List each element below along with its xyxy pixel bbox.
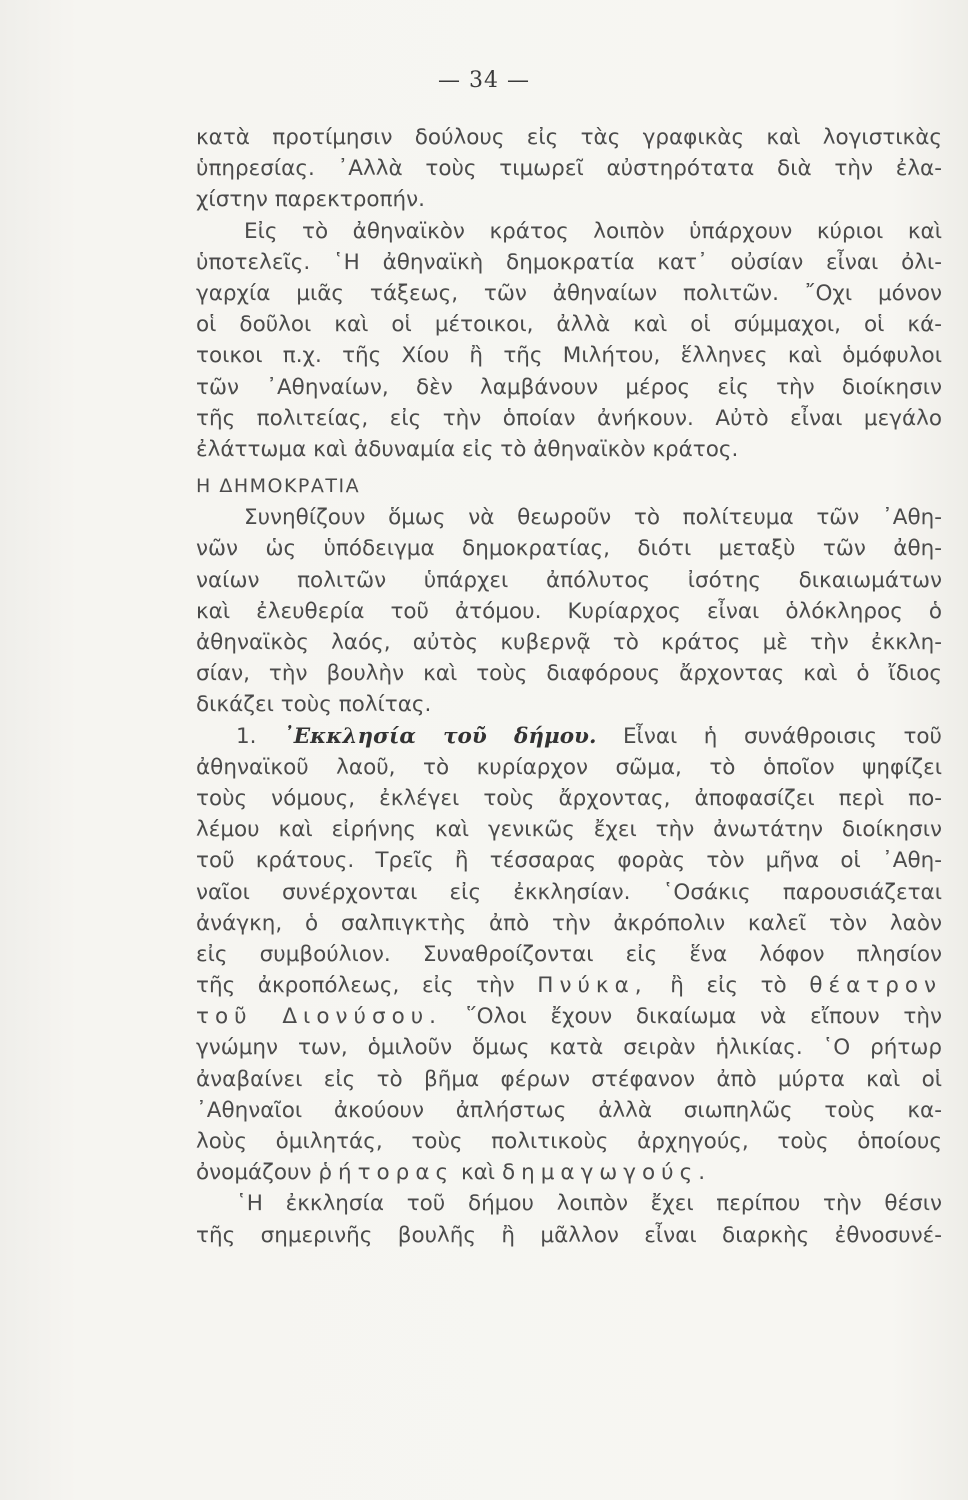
text-line: χίστην παρεκτροπήν. — [196, 187, 425, 213]
text-line: σίαν, τὴν βουλὴν καὶ τοὺς διαφόρους ἄρχοντας καὶ ὁ ἴδιος — [196, 661, 942, 687]
text-line: ὑπηρεσίας. ᾿Αλλὰ τοὺς τιμωρεῖ αὐστηρότατα διὰ τὴν ἐλα- — [196, 156, 942, 182]
text-line: ἀθηναϊκοῦ λαοῦ, τὸ κυρίαρχον σῶμα, τὸ ὁποῖον ψηφίζει — [196, 754, 942, 780]
text-line: δικάζει τοὺς πολίτας. — [196, 692, 432, 718]
text-line: τῆς σημερινῆς βουλῆς ἢ μᾶλλον εἶναι διαρκὴς ἐθνοσυνέ- — [196, 1222, 942, 1248]
text-line: λέμου καὶ εἰρήνης καὶ γενικῶς ἔχει τὴν ἀνωτάτην διοίκησιν — [196, 817, 942, 843]
text-line: γνώμην των, ὁμιλοῦν ὅμως κατὰ σειρὰν ἡλικίας. ῾Ο ρήτωρ — [196, 1035, 942, 1061]
text-line — [196, 1001, 942, 1032]
text-line: τῶν ᾿Αθηναίων, δὲν λαμβάνουν μέρος εἰς τὴν διοίκησιν — [196, 374, 942, 400]
numbered-line — [196, 721, 942, 752]
text-line: γαρχία μιᾶς τάξεως, τῶν ἀθηναίων πολιτῶν. ῎Οχι μόνον — [196, 280, 942, 306]
text-line: ναῖοι συνέρχονται εἰς ἐκκλησίαν. ῾Οσάκις παρουσιάζεται — [196, 879, 942, 905]
text-line: τοικοι π.χ. τῆς Χίου ἢ τῆς Μιλήτου, ἕλληνες καὶ ὁμόφυλοι — [196, 343, 942, 369]
item-number: 1. — [236, 723, 257, 749]
text-fragment: ὀνομάζουν — [196, 1160, 312, 1186]
text-line: νῶν ὡς ὑπόδειγμα δημοκρατίας, διότι μεταξὺ τῶν ἀθη- — [196, 536, 942, 562]
spaced-term: ῥήτορας — [318, 1160, 455, 1186]
text-fragment: ἢ εἰς τὸ — [670, 973, 787, 999]
text-line: κατὰ προτίμησιν δούλους εἰς τὰς γραφικὰς καὶ λογιστικὰς — [196, 125, 942, 150]
text-fragment: καὶ — [460, 1160, 496, 1186]
section-heading: Η ΔΗΜΟΚΡΑΤΙΑ — [196, 475, 361, 498]
text-line: ᾿Αθηναῖοι ἀκούουν ἀπλήστως ἀλλὰ σιωπηλῶς τοὺς κα- — [196, 1097, 942, 1123]
text-line: τοὺς νόμους, ἐκλέγει τοὺς ἄρχοντας, ἀποφασίζει περὶ πο- — [196, 785, 942, 811]
spaced-term: δημαγωγούς. — [501, 1160, 712, 1186]
text-line: τῆς πολιτείας, εἰς τὴν ὁποίαν ἀνήκουν. Αὐτὸ εἶναι μεγάλο — [196, 405, 942, 431]
spaced-term: τοῦ Διονύσου. — [196, 1004, 442, 1030]
text-line: ἀθηναϊκὸς λαός, αὐτὸς κυβερνᾷ τὸ κράτος μὲ τὴν ἐκκλη- — [196, 630, 942, 655]
text-line: ῾Η ἐκκλησία τοῦ δήμου λοιπὸν ἔχει περίπου τὴν θέσιν — [236, 1191, 942, 1217]
text-line: ἀνάγκη, ὁ σαλπιγκτὴς ἀπὸ τὴν ἀκρόπολιν καλεῖ τὸν λαὸν — [196, 910, 942, 936]
text-line: λοὺς ὁμιλητάς, τοὺς πολιτικοὺς ἀρχηγούς, τοὺς ὁποίους — [196, 1129, 942, 1154]
text-line: οἱ δοῦλοι καὶ οἱ μέτοικοι, ἀλλὰ καὶ οἱ σύμμαχοι, οἱ κά- — [196, 312, 942, 338]
text-fragment: Εἶναι ἡ συνάθροισις τοῦ — [622, 723, 943, 749]
text-fragment: τῆς ἀκροπόλεως, εἰς τὴν — [196, 973, 515, 999]
spaced-term: θέατρον — [809, 973, 943, 999]
body-text — [196, 122, 942, 1251]
text-line: εἰς συμβούλιον. Συναθροίζονται εἰς ἕνα λόφον πλησίον — [196, 941, 942, 967]
text-line: ἀναβαίνει εἰς τὸ βῆμα φέρων στέφανον ἀπὸ μύρτα καὶ οἱ — [196, 1066, 942, 1092]
text-line: καὶ ἐλευθερία τοῦ ἀτόμου. Κυρίαρχος εἶναι ὁλόκληρος ὁ — [196, 598, 942, 624]
text-line: ὑποτελεῖς. ῾Η ἀθηναϊκὴ δημοκρατία κατ᾿ οὐσίαν εἶναι ὀλι- — [196, 249, 942, 275]
page-number: — 34 — — [438, 68, 530, 93]
text-line — [196, 1157, 942, 1188]
text-fragment: ῞Ολοι ἔχουν δικαίωμα νὰ εἴπουν τὴν — [465, 1004, 942, 1030]
text-line — [196, 970, 942, 1001]
text-line: Εἰς τὸ ἀθηναϊκὸν κράτος λοιπὸν ὑπάρχουν κύριοι καὶ — [244, 218, 942, 244]
text-line: τοῦ κράτους. Τρεῖς ἢ τέσσαρας φορὰς τὸν μῆνα οἱ ᾿Αθη- — [196, 848, 942, 874]
spaced-term: Πνύκα, — [537, 973, 648, 999]
text-line: ναίων πολιτῶν ὑπάρχει ἀπόλυτος ἰσότης δικαιωμάτων — [196, 567, 942, 593]
text-line: ἐλάττωμα καὶ ἀδυναμία εἰς τὸ ἀθηναϊκὸν κράτος. — [196, 436, 739, 462]
text-line: Συνηθίζουν ὅμως νὰ θεωροῦν τὸ πολίτευμα τῶν ᾿Αθη- — [244, 505, 942, 531]
emphasized-term: ᾿Εκκλησία τοῦ δήμου. — [283, 723, 597, 749]
